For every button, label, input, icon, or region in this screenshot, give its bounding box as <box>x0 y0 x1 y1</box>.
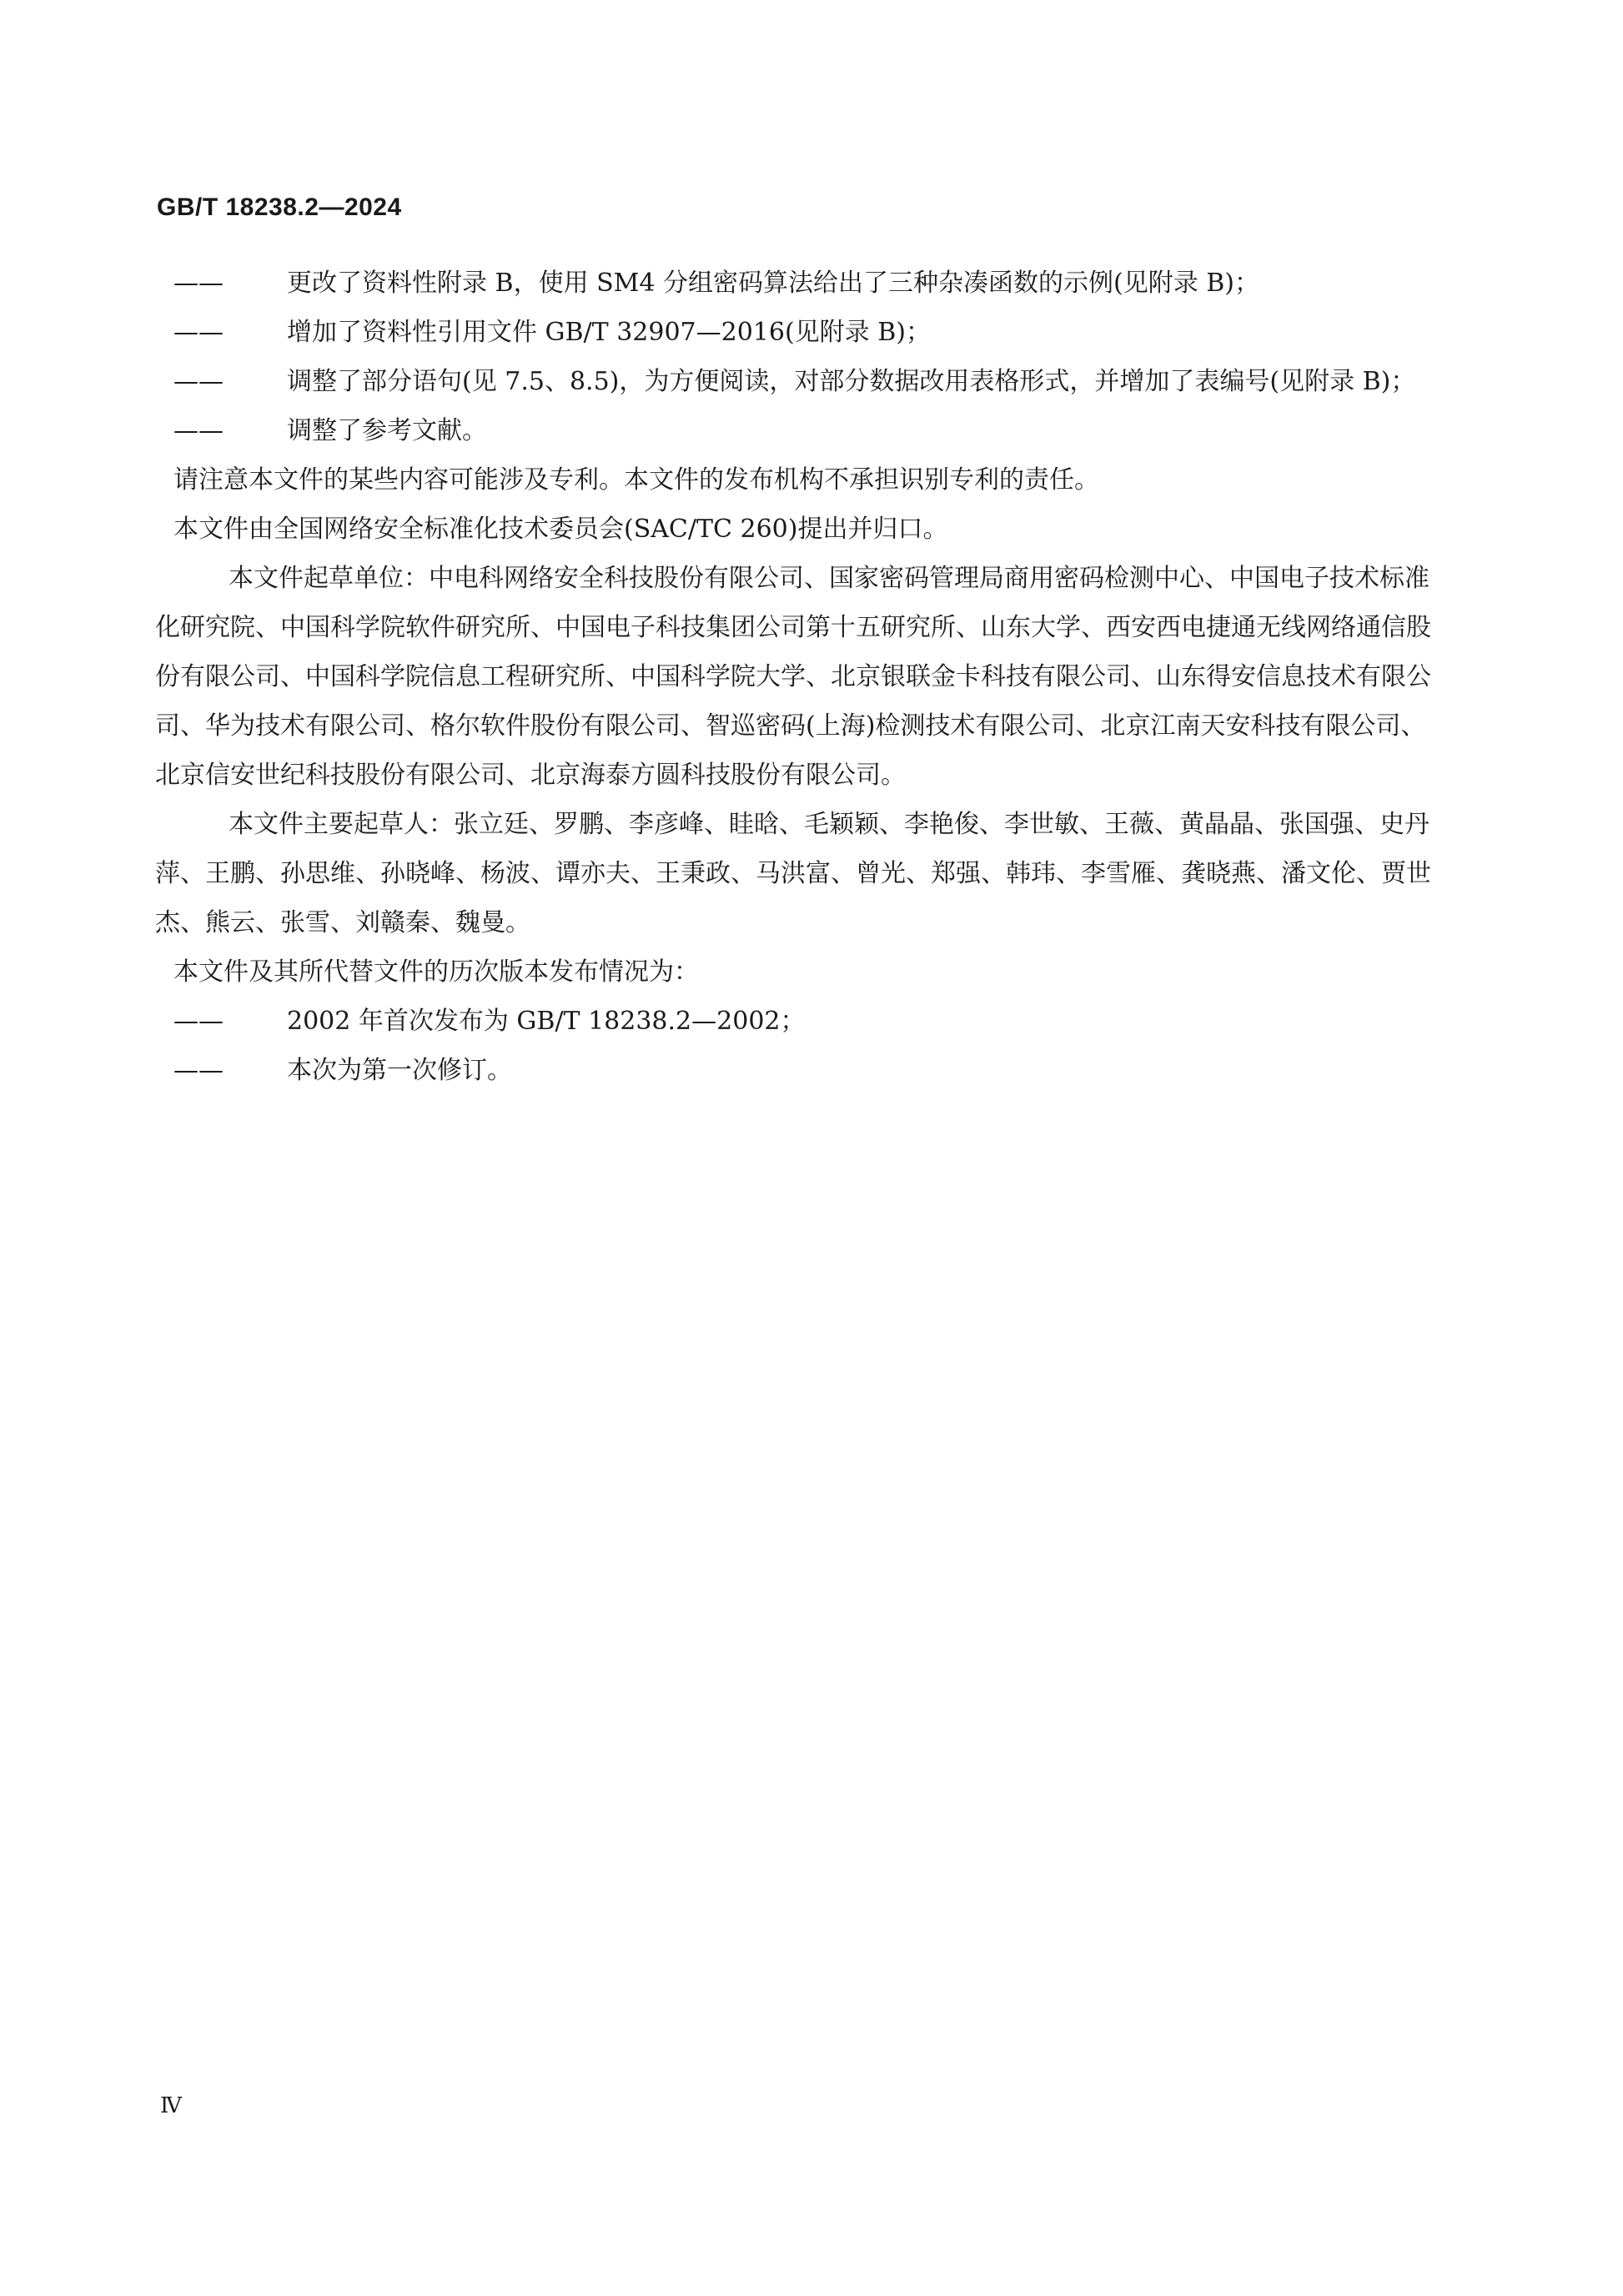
history-item <box>173 1046 1450 1095</box>
document-body <box>155 259 1450 1095</box>
patent-notice: 请注意本文件的某些内容可能涉及专利。本文件的发布机构不承担识别专利的责任。 <box>173 465 1099 495</box>
history-item-text: 2002 年首次发布为 GB/T 18238.2—2002； <box>287 1007 806 1036</box>
change-item <box>173 308 1450 357</box>
dash-marker: —— <box>173 1056 224 1085</box>
change-item <box>173 406 1450 455</box>
dash-marker: —— <box>173 416 224 445</box>
dash-marker: —— <box>173 367 224 396</box>
drafting-units: 本文件起草单位：中电科网络安全科技股份有限公司、国家密码管理局商用密码检测中心、中国电子技术标准化研究院、中国科学院软件研究所、中国电子科技集团公司第十五研究所、山东大学、西安西电捷通无线网络通信股份有限公司、中国科学院信息工程研究所、中国科学院大学、北京银联金卡科技有限公司、山东得安信息技术有限公司、华为技术有限公司、格尔软件股份有限公司、智巡密码(上海)检测技术有限公司、北京江南天安科技有限公司、北京信安世纪科技股份有限公司、北京海泰方圆科技股份有限公司。 <box>155 564 1431 790</box>
change-item <box>173 357 1450 406</box>
standard-number-header: GB/T 18238.2—2024 <box>157 193 402 221</box>
dash-marker: —— <box>173 269 224 298</box>
change-item <box>173 259 1450 308</box>
proposer-statement: 本文件由全国网络安全标准化技术委员会(SAC/TC 260)提出并归口。 <box>173 515 948 544</box>
change-item-text: 增加了资料性引用文件 GB/T 32907—2016(见附录 B)； <box>287 318 931 347</box>
change-item-text: 调整了部分语句(见 7.5、8.5)，为方便阅读，对部分数据改用表格形式，并增加了表编号(见附录 B)； <box>287 367 1416 396</box>
history-item <box>173 997 1450 1046</box>
change-item-text: 调整了参考文献。 <box>287 416 487 445</box>
dash-marker: —— <box>173 1007 224 1036</box>
history-intro: 本文件及其所代替文件的历次版本发布情况为： <box>173 957 699 987</box>
page-number: Ⅳ <box>160 2093 182 2118</box>
history-item-text: 本次为第一次修订。 <box>287 1056 512 1085</box>
dash-marker: —— <box>173 318 224 347</box>
change-item-text: 更改了资料性附录 B，使用 SM4 分组密码算法给出了三种杂凑函数的示例(见附录 B)； <box>287 269 1259 298</box>
main-drafters: 本文件主要起草人：张立廷、罗鹏、李彦峰、眭晗、毛颖颖、李艳俊、李世敏、王薇、黄晶晶、张国强、史丹萍、王鹏、孙思维、孙晓峰、杨波、谭亦夫、王秉政、马洪富、曾光、郑强、韩玮、李雪雁、龚晓燕、潘文伦、贾世杰、熊云、张雪、刘赣秦、魏曼。 <box>155 810 1431 937</box>
